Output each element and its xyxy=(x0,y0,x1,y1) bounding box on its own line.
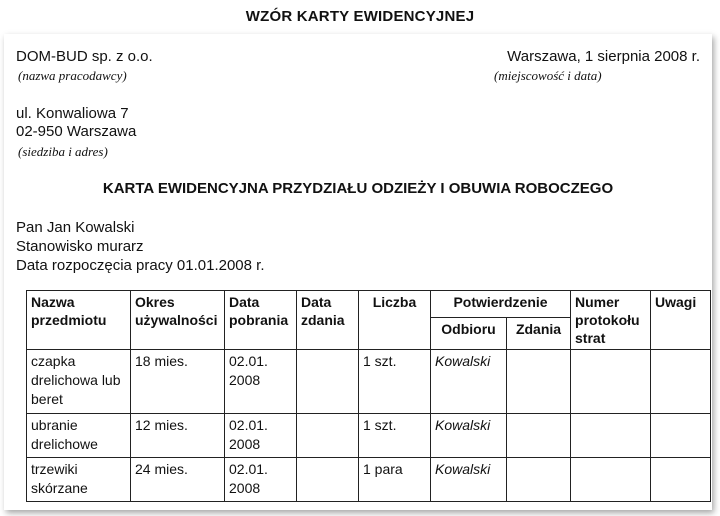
cell-item: trzewiki skórzane xyxy=(27,458,131,502)
header-returned: Zdania xyxy=(507,317,571,349)
table-row xyxy=(27,458,711,502)
header-issue-date: Data pobrania xyxy=(225,291,297,350)
cell-remarks xyxy=(651,458,711,502)
record-card xyxy=(4,34,712,510)
cell-received-signature: Kowalski xyxy=(431,458,507,502)
header-item: Nazwa przedmiotu xyxy=(27,291,131,350)
employer-street: ul. Konwaliowa 7 xyxy=(16,105,129,122)
cell-period: 12 mies. xyxy=(131,414,225,458)
cell-loss-protocol xyxy=(571,414,651,458)
cell-loss-protocol xyxy=(571,350,651,414)
place-date-note: (miejscowość i data) xyxy=(494,68,602,83)
header-period: Okres używalności xyxy=(131,291,225,350)
cell-remarks xyxy=(651,350,711,414)
cell-loss-protocol xyxy=(571,458,651,502)
employment-start: Data rozpoczęcia pracy 01.01.2008 r. xyxy=(16,257,265,274)
card-title: KARTA EWIDENCYJNA PRZYDZIAŁU ODZIEŻY I OBUWIA ROBOCZEGO xyxy=(102,180,614,197)
employer-city: 02-950 Warszawa xyxy=(16,123,137,140)
header-loss-protocol: Numer protokołu strat xyxy=(571,291,651,350)
employer-name: DOM-BUD sp. z o.o. xyxy=(16,48,153,65)
cell-period: 24 mies. xyxy=(131,458,225,502)
cell-issue-date: 02.01. 2008 xyxy=(225,414,297,458)
cell-item: czapka drelichowa lub beret xyxy=(27,350,131,414)
cell-return-date xyxy=(297,350,359,414)
cell-issue-date: 02.01. 2008 xyxy=(225,458,297,502)
header-return-date: Data zdania xyxy=(297,291,359,350)
cell-received-signature: Kowalski xyxy=(431,414,507,458)
header-quantity: Liczba xyxy=(359,291,431,350)
employer-name-note: (nazwa pracodawcy) xyxy=(18,68,127,83)
cell-period: 18 mies. xyxy=(131,350,225,414)
table-row xyxy=(27,414,711,458)
cell-returned-signature xyxy=(507,458,571,502)
employee-position: Stanowisko murarz xyxy=(16,238,144,255)
header-confirmation: Potwierdzenie xyxy=(431,291,571,318)
cell-quantity: 1 szt. xyxy=(359,350,431,414)
table-row xyxy=(27,350,711,414)
header-remarks: Uwagi xyxy=(651,291,711,350)
address-note: (siedziba i adres) xyxy=(18,144,108,159)
cell-quantity: 1 szt. xyxy=(359,414,431,458)
cell-remarks xyxy=(651,414,711,458)
cell-return-date xyxy=(297,414,359,458)
cell-received-signature: Kowalski xyxy=(431,350,507,414)
cell-item: ubranie drelichowe xyxy=(27,414,131,458)
place-date: Warszawa, 1 sierpnia 2008 r. xyxy=(507,48,700,65)
cell-returned-signature xyxy=(507,414,571,458)
page-heading: WZÓR KARTY EWIDENCYJNEJ xyxy=(245,8,475,25)
cell-returned-signature xyxy=(507,350,571,414)
issue-table xyxy=(26,290,711,502)
cell-quantity: 1 para xyxy=(359,458,431,502)
cell-issue-date: 02.01. 2008 xyxy=(225,350,297,414)
header-received: Odbioru xyxy=(431,317,507,349)
cell-return-date xyxy=(297,458,359,502)
employee-name: Pan Jan Kowalski xyxy=(16,219,135,236)
